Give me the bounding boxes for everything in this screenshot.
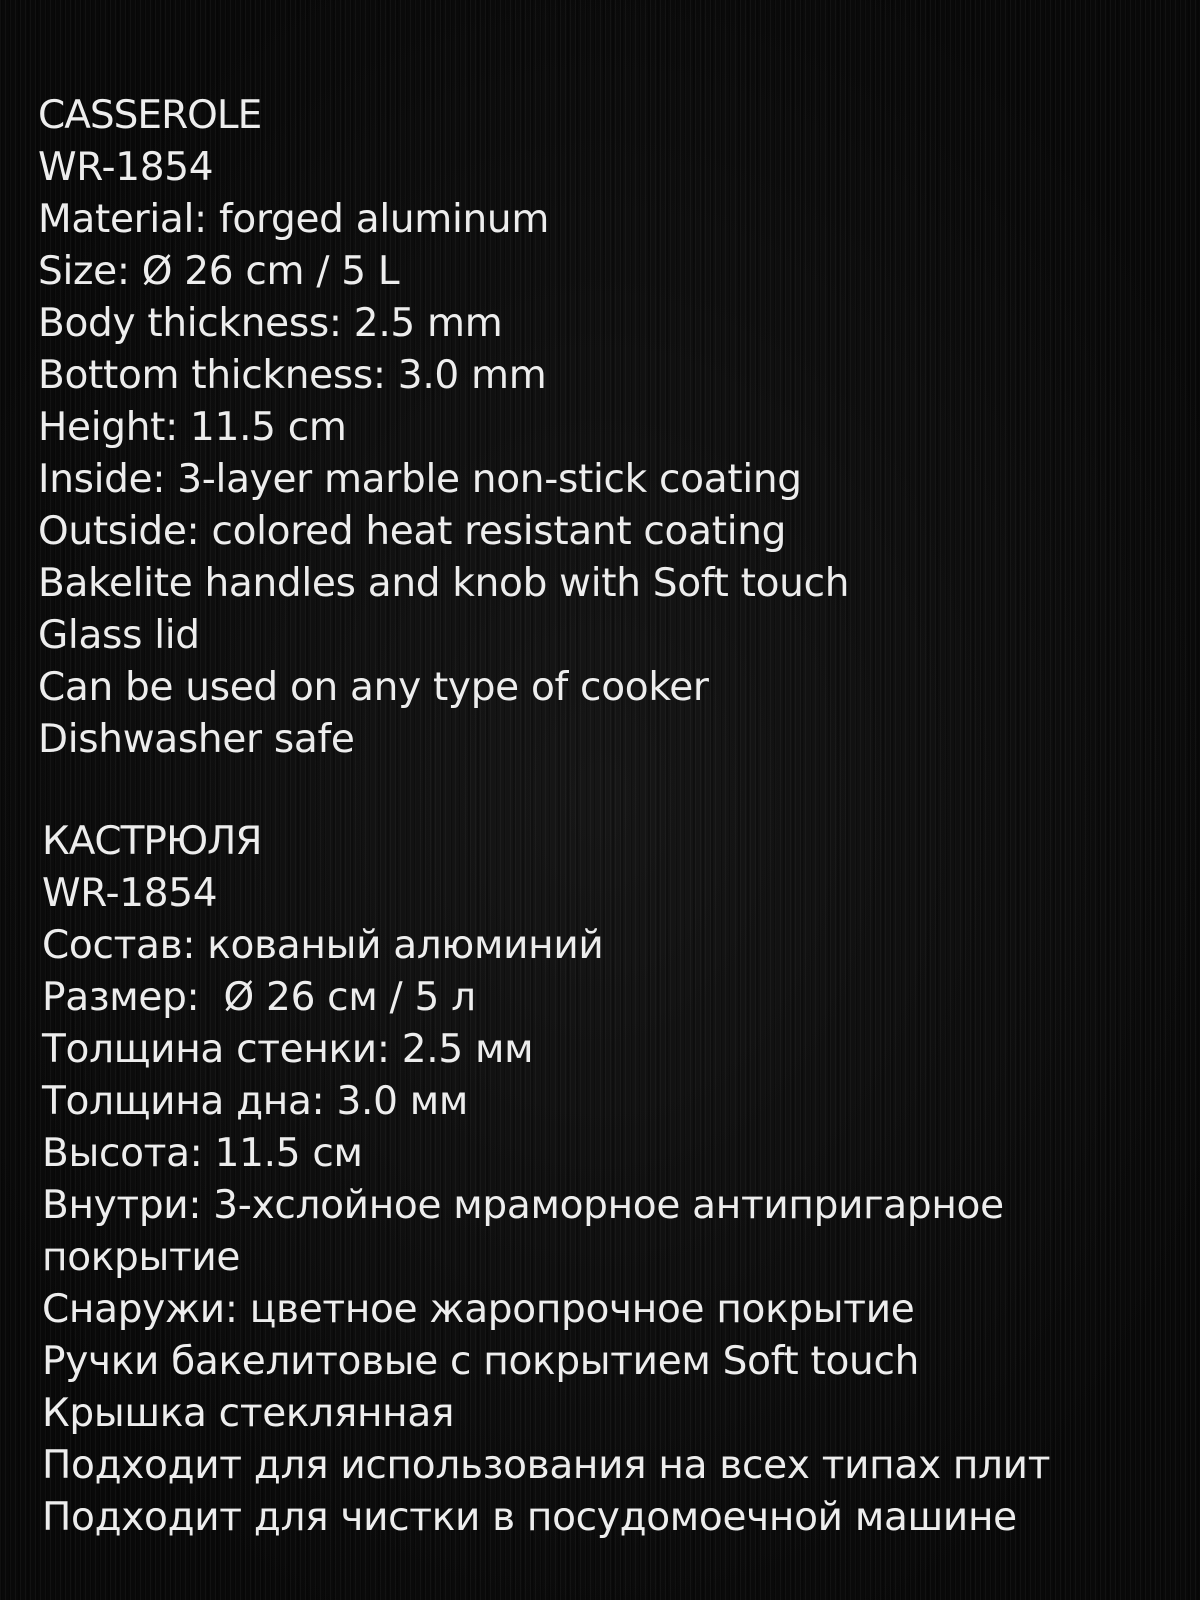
model-number-ru: WR-1854 — [42, 871, 218, 916]
product-label — [38, 90, 1178, 1544]
cooker-compat-spec-ru: Подходит для использования на всех типах плит — [42, 1443, 1051, 1488]
inside-coating-spec-en: Inside: 3-layer marble non-stick coating — [38, 457, 802, 502]
model-number-en: WR-1854 — [38, 145, 214, 190]
outside-coating-spec-ru: Снаружи: цветное жаропрочное покрытие — [42, 1287, 915, 1332]
outside-coating-spec-en: Outside: colored heat resistant coating — [38, 509, 787, 554]
inside-coating-spec-ru: Внутри: 3-хслойное мраморное антипригарное покрытие — [42, 1183, 1004, 1280]
material-spec-en: Material: forged aluminum — [38, 197, 550, 242]
handles-spec-en: Bakelite handles and knob with Soft touch — [38, 561, 850, 606]
body-thickness-spec-ru: Толщина стенки: 2.5 мм — [42, 1027, 534, 1072]
height-spec-ru: Высота: 11.5 см — [42, 1131, 363, 1176]
english-spec-block — [38, 90, 1178, 766]
bottom-thickness-spec-ru: Толщина дна: 3.0 мм — [42, 1079, 468, 1124]
material-spec-ru: Состав: кованый алюминий — [42, 923, 604, 968]
dishwasher-spec-en: Dishwasher safe — [38, 717, 355, 762]
lid-spec-ru: Крышка стеклянная — [42, 1391, 455, 1436]
cooker-compat-spec-en: Can be used on any type of cooker — [38, 665, 709, 710]
russian-spec-block — [38, 816, 1178, 1544]
handles-spec-ru: Ручки бакелитовые с покрытием Soft touch — [42, 1339, 920, 1384]
lid-spec-en: Glass lid — [38, 613, 200, 658]
product-title-en: CASSEROLE — [38, 93, 262, 138]
height-spec-en: Height: 11.5 cm — [38, 405, 347, 450]
product-title-ru: КАСТРЮЛЯ — [42, 819, 262, 864]
size-spec-ru: Размер: Ø 26 см / 5 л — [42, 975, 476, 1020]
size-spec-en: Size: Ø 26 cm / 5 L — [38, 249, 400, 294]
body-thickness-spec-en: Body thickness: 2.5 mm — [38, 301, 503, 346]
bottom-thickness-spec-en: Bottom thickness: 3.0 mm — [38, 353, 547, 398]
dishwasher-spec-ru: Подходит для чистки в посудомоечной машине — [42, 1495, 1017, 1540]
